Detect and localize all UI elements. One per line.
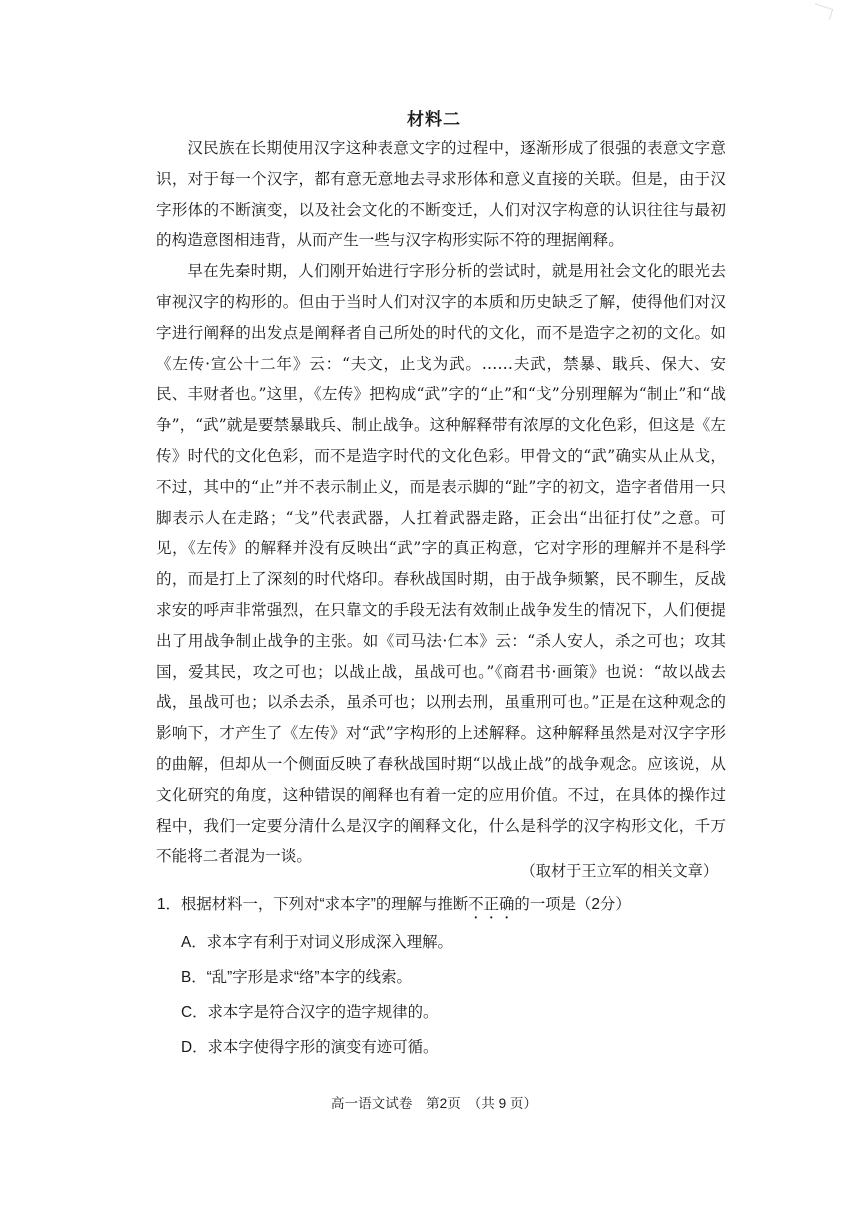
material-title: 材料二 [407, 110, 461, 130]
page-footer: 高一语文试卷 第2页 （共 9 页） [330, 1096, 538, 1111]
material-body [156, 133, 726, 872]
answer-options [181, 930, 747, 1061]
question-stem [157, 892, 747, 922]
question-stem-score: 的一项是（2分） [514, 896, 631, 913]
scan-corner-mark [812, 3, 833, 19]
material-paragraph-2: 早在先秦时期，人们刚开始进行字形分析的尝试时，就是用社会文化的眼光去审视汉字的构形的。但由于当时人们对汉字的本质和历史缺乏了解，使得他们对汉字进行阐释的出发点是阐释者自己所处的时代的文化，而不是造字之初的文化。如《左传·宣公十二年》云：“夫文，止戈为武。……夫武，禁暴、戢兵、保大、安民、丰财者也。”这里，《左传》把构成“武”字的“止”和“戈”分别理解为“制止”和“战争”，“武”就是要禁暴戢兵、制止战争。这种解释带有浓厚的文化色彩，但这是《左传》时代的文化色彩，而不是造字时代的文化色彩。甲骨文的“武”确实从止从戈，不过，其中的“止”并不表示制止义，而是表示脚的“趾”字的初文，造字者借用一只脚表示人在走路；“戈”代表武器，人扛着武器走路，正会出“出征打仗”之意。可见，《左传》的解释并没有反映出“武”字的真正构意，它对字形的理解并不是科学的，而是打上了深刻的时代烙印。春秋战国时期，由于战争频繁，民不聊生，反战求安的呼声非常强烈，在只靠文的手段无法有效制止战争发生的情况下，人们便提出了用战争制止战争的主张。如《司马法·仁本》云：“杀人安人，杀之可也；攻其国，爱其民，攻之可也；以战止战，虽战可也。”《商君书·画策》也说：“故以战去战，虽战可也；以杀去杀，虽杀可也；以刑去刑，虽重刑可也。”正是在这种观念的影响下，才产生了《左传》对“武”字构形的上述解释。这种解释虽然是对汉字字形的曲解，但却从一个侧面反映了春秋战国时期“以战止战”的战争观念。应该说，从文化研究的角度，这种错误的阐释也有着一定的应用价值。不过，在具体的操作过程中，我们一定要分清什么是汉字的阐释文化，什么是科学的汉字构形文化，千万不能将二者混为一谈。 [156, 262, 726, 866]
question-stem-emphasis: 不正确 [468, 896, 515, 913]
material-paragraph-1: 汉民族在长期使用汉字这种表意文字的过程中，逐渐形成了很强的表意文字意识，对于每一个汉字，都有意无意地去寻求形体和意义直接的关联。但是，由于汉字形体的不断演变，以及社会文化的不断变迁，人们对汉字构意的认识往往与最初的构造意图相违背，从而产生一些与汉字构形实际不符的理据阐释。 [156, 139, 726, 250]
option-d: D．求本字使得字形的演变有迹可循。 [181, 1039, 439, 1056]
option-a: A．求本字有利于对词义形成深入理解。 [181, 934, 453, 951]
option-c: C．求本字是符合汉字的造字规律的。 [181, 1004, 439, 1021]
option-b: B．“乱”字形是求“络”本字的线索。 [181, 969, 412, 986]
question-stem-text: 1．根据材料一，下列对“求本字”的理解与推断 [157, 896, 469, 913]
material-source: （取材于王立军的相关文章） [520, 862, 718, 880]
question-1 [157, 892, 747, 1070]
